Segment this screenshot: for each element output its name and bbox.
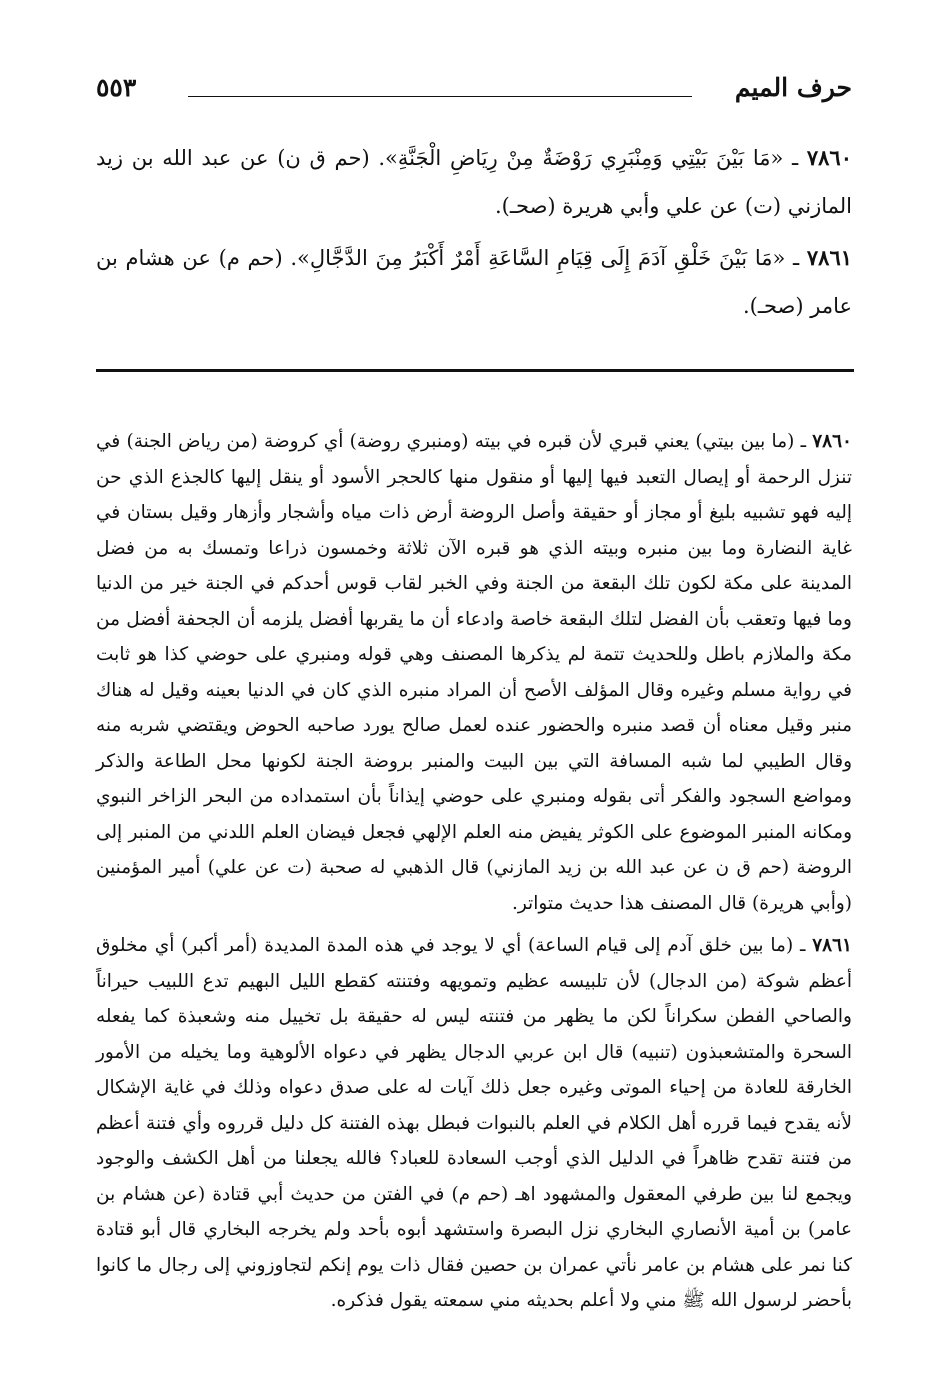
hadith-text: «مَا بَيْنَ خَلْقِ آدَمَ إِلَى قِيَامِ السَّاعَةِ أَمْرٌ أَكْبَرُ مِنَ الدَّجَّالِ». (حم م) عن هشام بن عامر (صحـ).	[96, 246, 852, 318]
commentary-number: ٧٨٦١	[812, 935, 852, 956]
chapter-title: حرف الميم	[734, 73, 852, 102]
commentary-number: ٧٨٦٠	[812, 431, 852, 452]
commentary-text: (ما بين خلق آدم إلى قيام الساعة) أي لا يوجد في هذه المدة المديدة (أمر أكبر) أي مخلوق أعظم شوكة (من الدجال) لأن تلبيسه عظيم وتمويهه وفتنته كقطع الليل البهيم تدع اللبيب حيراناً والصاحي الفطن سكراناً لكن ما يظهر من فتنته ليس له حقيقة بل تخييل منه وشعبذة كما يفعله السحرة والمتشعبذون (تنبيه) قال ابن عربي الدجال يظهر في دعواه الألوهية وما يخيله من الأمور الخارقة للعادة من إحياء الموتى وغيره جعل ذلك آيات له على صدق دعواه وذلك في غاية الإشكال لأنه يقدح فيما قرره أهل الكلام في العلم بالنبوات فبطل بهذه الفتنة كل دليل قرروه وأي فتنة أعظم من فتنة تقدح ظاهراً في الدليل الذي أوجب السعادة للعباد؟ فالله يجعلنا من أهل الكشف والوجود ويجمع لنا بين طرفي المعقول والمشهود اهـ (حم م) في الفتن من حديث أبي قتادة (عن هشام بن عامر) بن أمية الأنصاري البخاري نزل البصرة واستشهد أبوه بأحد ولم يخرجه البخاري قال أبو قتادة كنا نمر على هشام بن عامر نأتي عمران بن حصين فقال ذات يوم إنكم لتجاوزوني إلى رجال ما كانوا بأحضر لرسول الله ﷺ مني ولا أعلم بحديثه مني سمعته يقول فذكره.	[96, 935, 852, 1311]
header-rule	[188, 96, 692, 97]
page-number: ٥٥٣	[96, 73, 137, 102]
footnote-divider	[96, 369, 854, 372]
hadith-number: ٧٨٦١	[806, 245, 853, 270]
hadith-text: «مَا بَيْنَ بَيْتِي وَمِنْبَرِي رَوْضَةٌ مِنْ رِيَاضِ الْجَنَّةِ». (حم ق ن) عن عبد الله بن زيد المازني (ت) عن علي وأبي هريرة (صحـ).	[96, 146, 852, 218]
hadith-entry: ٧٨٦٠ ـ «مَا بَيْنَ بَيْتِي وَمِنْبَرِي رَوْضَةٌ مِنْ رِيَاضِ الْجَنَّةِ». (حم ق ن) عن عبد الله بن زيد المازني (ت) عن علي وأبي هريرة (صحـ).	[96, 145, 852, 218]
commentary-entry: ٧٨٦١ ـ (ما بين خلق آدم إلى قيام الساعة) أي لا يوجد في هذه المدة المديدة (أمر أكبر) أي مخلوق أعظم شوكة (من الدجال) لأن تلبيسه عظيم وتمويهه وفتنته كقطع الليل البهيم تدع اللبيب حيراناً والصاحي الفطن سكراناً لكن ما يظهر من فتنته ليس له حقيقة بل تخييل منه وشعبذة كما يفعله السحرة والمتشعبذون (تنبيه) قال ابن عربي الدجال يظهر في دعواه الألوهية وما يخيله من الأمور الخارقة للعادة من إحياء الموتى وغيره جعل ذلك آيات له على صدق دعواه وذلك في غاية الإشكال لأنه يقدح فيما قرره أهل الكلام في العلم بالنبوات فبطل بهذه الفتنة كل دليل قرروه وأي فتنة أعظم من فتنة تقدح ظاهراً في الدليل الذي أوجب السعادة للعباد؟ فالله يجعلنا من أهل الكشف والوجود ويجمع لنا بين طرفي المعقول والمشهود اهـ (حم م) في الفتن من حديث أبي قتادة (عن هشام بن عامر) بن أمية الأنصاري البخاري نزل البصرة واستشهد أبوه بأحد ولم يخرجه البخاري قال أبو قتادة كنا نمر على هشام بن عامر نأتي عمران بن حصين فقال ذات يوم إنكم لتجاوزوني إلى رجال ما كانوا بأحضر لرسول الله ﷺ مني ولا أعلم بحديثه مني سمعته يقول فذكره.	[96, 935, 852, 1311]
hadith-entry: ٧٨٦١ ـ «مَا بَيْنَ خَلْقِ آدَمَ إِلَى قِيَامِ السَّاعَةِ أَمْرٌ أَكْبَرُ مِنَ الدَّجَّالِ». (حم م) عن هشام بن عامر (صحـ).	[96, 245, 853, 318]
commentary-entry: ٧٨٦٠ ـ (ما بين بيتي) يعني قبري لأن قبره في بيته (ومنبري روضة) أي كروضة (من رياض الجنة) في تنزل الرحمة أو إيصال التعبد فيها إليها أو منقول منها كالحجر الأسود أو ينقل إليها كالجذع الذي حن إليه فهو تشبيه بليغ أو مجاز أو حقيقة وأصل الروضة أرض ذات مياه وأشجار وأزهار وقيل بستان في غاية النضارة وما بين منبره وبيته الذي هو قبره الآن ثلاثة وخمسون ذراعا وتمسك به من فضل المدينة على مكة لكون تلك البقعة من الجنة وفي الخبر لقاب قوس أحدكم في الجنة خير من الدنيا وما فيها وتعقب بأن الفضل لتلك البقعة خاصة وادعاء أن ما يقربها أفضل يلزمه أن الجحفة أفضل من مكة والملازم باطل وللحديث تتمة لم يذكرها المصنف وهي قوله ومنبري على حوضي كذا هو ثابت في رواية مسلم وغيره وقال المؤلف الأصح أن المراد منبره الذي كان في الدنيا بعينه وقيل له هناك منبر وقيل معناه أن قصد منبره والحضور عنده لعمل صالح يورد صاحبه الحوض ويقتضي شربه منه وقال الطيبي لما شبه المسافة التي بين البيت والمنبر بروضة الجنة لكونها محل الطاعة والذكر ومواضع السجود والفكر أتى بقوله ومنبري على حوضي إيذاناً بأن استمداده من البحر الزاخر النبوي ومكانه المنبر الموضوع على الكوثر يفيض منه العلم الإلهي فجعل فيضان العلم اللدني من المنبر إلى الروضة (حم ق ن عن عبد الله بن زيد المازني) قال الذهبي له صحبة (ت عن علي) أمير المؤمنين (وأبي هريرة) قال المصنف هذا حديث متواتر.	[96, 431, 852, 914]
commentary-text: (ما بين بيتي) يعني قبري لأن قبره في بيته (ومنبري روضة) أي كروضة (من رياض الجنة) في تنزل الرحمة أو إيصال التعبد فيها إليها أو منقول منها كالحجر الأسود أو ينقل إليها كالجذع الذي حن إليه فهو تشبيه بليغ أو مجاز أو حقيقة وأصل الروضة أرض ذات مياه وأشجار وأزهار وقيل بستان في غاية النضارة وما بين منبره وبيته الذي هو قبره الآن ثلاثة وخمسون ذراعا وتمسك به من فضل المدينة على مكة لكون تلك البقعة من الجنة وفي الخبر لقاب قوس أحدكم في الجنة خير من الدنيا وما فيها وتعقب بأن الفضل لتلك البقعة خاصة وادعاء أن ما يقربها أفضل يلزمه أن الجحفة أفضل من مكة والملازم باطل وللحديث تتمة لم يذكرها المصنف وهي قوله ومنبري على حوضي كذا هو ثابت في رواية مسلم وغيره وقال المؤلف الأصح أن المراد منبره الذي كان في الدنيا بعينه وقيل له هناك منبر وقيل معناه أن قصد منبره والحضور عنده لعمل صالح يورد صاحبه الحوض ويقتضي شربه منه وقال الطيبي لما شبه المسافة التي بين البيت والمنبر بروضة الجنة لكونها محل الطاعة والذكر ومواضع السجود والفكر أتى بقوله ومنبري على حوضي إيذاناً بأن استمداده من البحر الزاخر النبوي ومكانه المنبر الموضوع على الكوثر يفيض منه العلم الإلهي فجعل فيضان العلم اللدني من المنبر إلى الروضة (حم ق ن عن عبد الله بن زيد المازني) قال الذهبي له صحبة (ت عن علي) أمير المؤمنين (وأبي هريرة) قال المصنف هذا حديث متواتر.	[96, 431, 852, 914]
page-header	[96, 70, 852, 110]
hadith-number: ٧٨٦٠	[806, 145, 852, 170]
